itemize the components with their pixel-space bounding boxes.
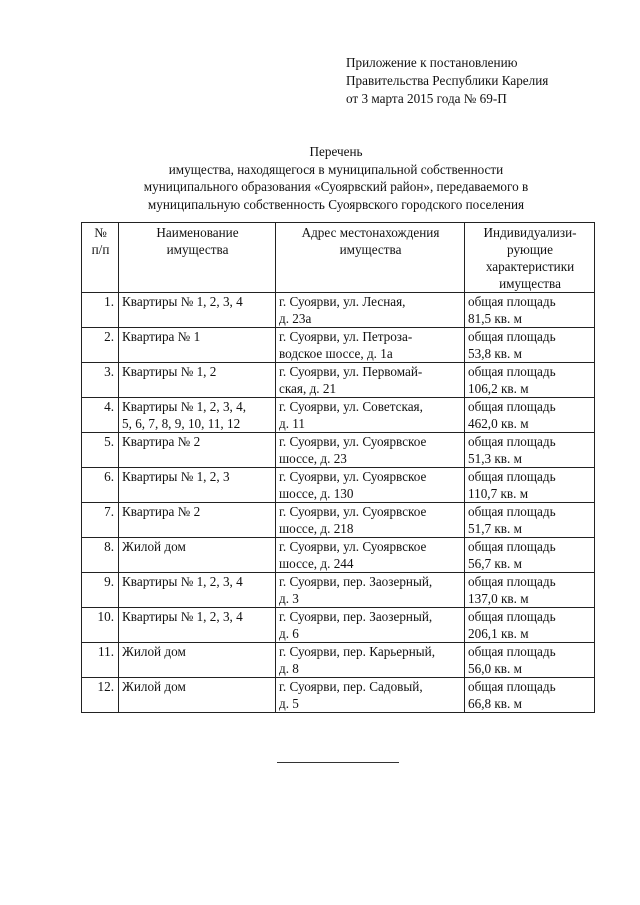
cell-characteristics	[465, 503, 595, 538]
cell-line: г. Суоярви, ул. Суоярвское	[279, 469, 427, 484]
cell-address	[276, 503, 465, 538]
cell-address	[276, 608, 465, 643]
cell-line: 66,8 кв. м	[468, 696, 522, 711]
cell-characteristics	[465, 538, 595, 573]
cell-line: 5, 6, 7, 8, 9, 10, 11, 12	[122, 416, 241, 431]
appendix-line-2: Правительства Республики Карелия	[346, 73, 549, 88]
cell-property-name	[119, 468, 276, 503]
cell-number: 10.	[82, 608, 119, 643]
cell-number: 9.	[82, 573, 119, 608]
cell-line: 206,1 кв. м	[468, 626, 529, 641]
cell-line: Квартиры № 1, 2, 3, 4	[122, 574, 243, 589]
cell-line: Квартиры № 1, 2	[122, 364, 217, 379]
heading-line-2: муниципального образования «Суоярвский район», передаваемого в	[143, 179, 529, 194]
cell-line: д. 5	[279, 696, 299, 711]
cell-property-name	[119, 398, 276, 433]
cell-line: общая площадь	[468, 644, 556, 659]
cell-line: 56,7 кв. м	[468, 556, 522, 571]
cell-line: Жилой дом	[122, 679, 186, 694]
appendix-line-3: от 3 марта 2015 года № 69-П	[346, 91, 507, 106]
cell-line: д. 3	[279, 591, 299, 606]
table-header-row	[82, 223, 595, 293]
header-property-name: Наименование имущества	[119, 223, 276, 293]
cell-characteristics	[465, 433, 595, 468]
cell-characteristics	[465, 293, 595, 328]
cell-number: 2.	[82, 328, 119, 363]
cell-address	[276, 468, 465, 503]
cell-line: г. Суоярви, пер. Садовый,	[279, 679, 423, 694]
cell-line: шоссе, д. 218	[279, 521, 354, 536]
cell-line: общая площадь	[468, 469, 556, 484]
cell-property-name	[119, 643, 276, 678]
cell-line: Квартиры № 1, 2, 3, 4	[122, 294, 243, 309]
cell-line: общая площадь	[468, 329, 556, 344]
cell-line: 462,0 кв. м	[468, 416, 529, 431]
cell-property-name	[119, 573, 276, 608]
cell-property-name	[119, 328, 276, 363]
cell-line: г. Суоярви, пер. Заозерный,	[279, 609, 433, 624]
heading-line-1: имущества, находящегося в муниципальной собственности	[168, 161, 504, 177]
cell-number: 11.	[82, 643, 119, 678]
cell-line: общая площадь	[468, 434, 556, 449]
cell-number: 6.	[82, 468, 119, 503]
cell-line: общая площадь	[468, 609, 556, 624]
cell-line: шоссе, д. 23	[279, 451, 347, 466]
cell-line: д. 6	[279, 626, 299, 641]
cell-line: общая площадь	[468, 539, 556, 554]
cell-address	[276, 363, 465, 398]
cell-characteristics	[465, 398, 595, 433]
document-heading	[0, 143, 640, 213]
table-row	[82, 468, 595, 503]
cell-line: 137,0 кв. м	[468, 591, 529, 606]
cell-number: 12.	[82, 678, 119, 713]
table-row	[82, 293, 595, 328]
cell-line: водское шоссе, д. 1а	[279, 346, 393, 361]
cell-line: 106,2 кв. м	[468, 381, 529, 396]
cell-line: 51,3 кв. м	[468, 451, 522, 466]
header-number: № п/п	[82, 223, 119, 293]
cell-characteristics	[465, 363, 595, 398]
property-table	[81, 222, 595, 713]
appendix-reference	[346, 54, 548, 108]
cell-property-name	[119, 538, 276, 573]
cell-property-name	[119, 363, 276, 398]
cell-number: 3.	[82, 363, 119, 398]
cell-line: ская, д. 21	[279, 381, 337, 396]
cell-characteristics	[465, 678, 595, 713]
table-row	[82, 433, 595, 468]
cell-address	[276, 433, 465, 468]
document-title: Перечень	[309, 144, 363, 159]
cell-characteristics	[465, 608, 595, 643]
table-row	[82, 363, 595, 398]
table-row	[82, 538, 595, 573]
cell-address	[276, 678, 465, 713]
cell-line: общая площадь	[468, 504, 556, 519]
cell-line: Квартиры № 1, 2, 3, 4	[122, 609, 243, 624]
heading-line-3: муниципальную собственность Суоярвского городского поселения	[147, 196, 525, 212]
cell-line: г. Суоярви, ул. Суоярвское	[279, 504, 427, 519]
cell-line: д. 11	[279, 416, 306, 431]
footer-rule	[277, 762, 399, 763]
table-row	[82, 643, 595, 678]
cell-line: общая площадь	[468, 364, 556, 379]
table-row	[82, 573, 595, 608]
cell-line: 81,5 кв. м	[468, 311, 522, 326]
cell-line: г. Суоярви, ул. Советская,	[279, 399, 423, 414]
cell-line: Жилой дом	[122, 539, 186, 554]
cell-line: г. Суоярви, ул. Суоярвское	[279, 434, 427, 449]
cell-line: д. 8	[279, 661, 299, 676]
table-row	[82, 678, 595, 713]
cell-line: Квартира № 1	[122, 329, 201, 344]
cell-line: шоссе, д. 130	[279, 486, 354, 501]
cell-line: 51,7 кв. м	[468, 521, 522, 536]
cell-property-name	[119, 433, 276, 468]
cell-address	[276, 573, 465, 608]
cell-characteristics	[465, 468, 595, 503]
cell-number: 4.	[82, 398, 119, 433]
cell-line: 110,7 кв. м	[468, 486, 529, 501]
cell-property-name	[119, 503, 276, 538]
table-body	[82, 293, 595, 713]
cell-line: шоссе, д. 244	[279, 556, 354, 571]
cell-number: 8.	[82, 538, 119, 573]
cell-line: г. Суоярви, ул. Петроза-	[279, 329, 413, 344]
cell-line: 53,8 кв. м	[468, 346, 522, 361]
cell-address	[276, 328, 465, 363]
cell-address	[276, 398, 465, 433]
table-row	[82, 398, 595, 433]
cell-line: Квартиры № 1, 2, 3, 4,	[122, 399, 247, 414]
cell-number: 7.	[82, 503, 119, 538]
cell-characteristics	[465, 643, 595, 678]
cell-number: 1.	[82, 293, 119, 328]
cell-property-name	[119, 293, 276, 328]
cell-characteristics	[465, 573, 595, 608]
cell-line: г. Суоярви, пер. Карьерный,	[279, 644, 436, 659]
cell-characteristics	[465, 328, 595, 363]
table-row	[82, 608, 595, 643]
cell-line: г. Суоярви, пер. Заозерный,	[279, 574, 433, 589]
header-characteristics: Индивидуализи- рующие характеристики имущества	[465, 223, 595, 293]
cell-line: г. Суоярви, ул. Первомай-	[279, 364, 423, 379]
cell-address	[276, 538, 465, 573]
table-row	[82, 328, 595, 363]
table-row	[82, 503, 595, 538]
cell-line: г. Суоярви, ул. Лесная,	[279, 294, 406, 309]
appendix-line-1: Приложение к постановлению	[346, 55, 518, 70]
cell-address	[276, 643, 465, 678]
cell-line: общая площадь	[468, 679, 556, 694]
cell-line: Квартира № 2	[122, 434, 201, 449]
cell-line: Жилой дом	[122, 644, 186, 659]
cell-line: общая площадь	[468, 399, 556, 414]
cell-line: общая площадь	[468, 574, 556, 589]
cell-address	[276, 293, 465, 328]
cell-line: Квартира № 2	[122, 504, 201, 519]
header-address: Адрес местонахождения имущества	[276, 223, 465, 293]
cell-property-name	[119, 608, 276, 643]
cell-number: 5.	[82, 433, 119, 468]
cell-line: 56,0 кв. м	[468, 661, 522, 676]
cell-line: Квартиры № 1, 2, 3	[122, 469, 230, 484]
cell-line: общая площадь	[468, 294, 556, 309]
cell-property-name	[119, 678, 276, 713]
cell-line: д. 23а	[279, 311, 312, 326]
cell-line: г. Суоярви, ул. Суоярвское	[279, 539, 427, 554]
